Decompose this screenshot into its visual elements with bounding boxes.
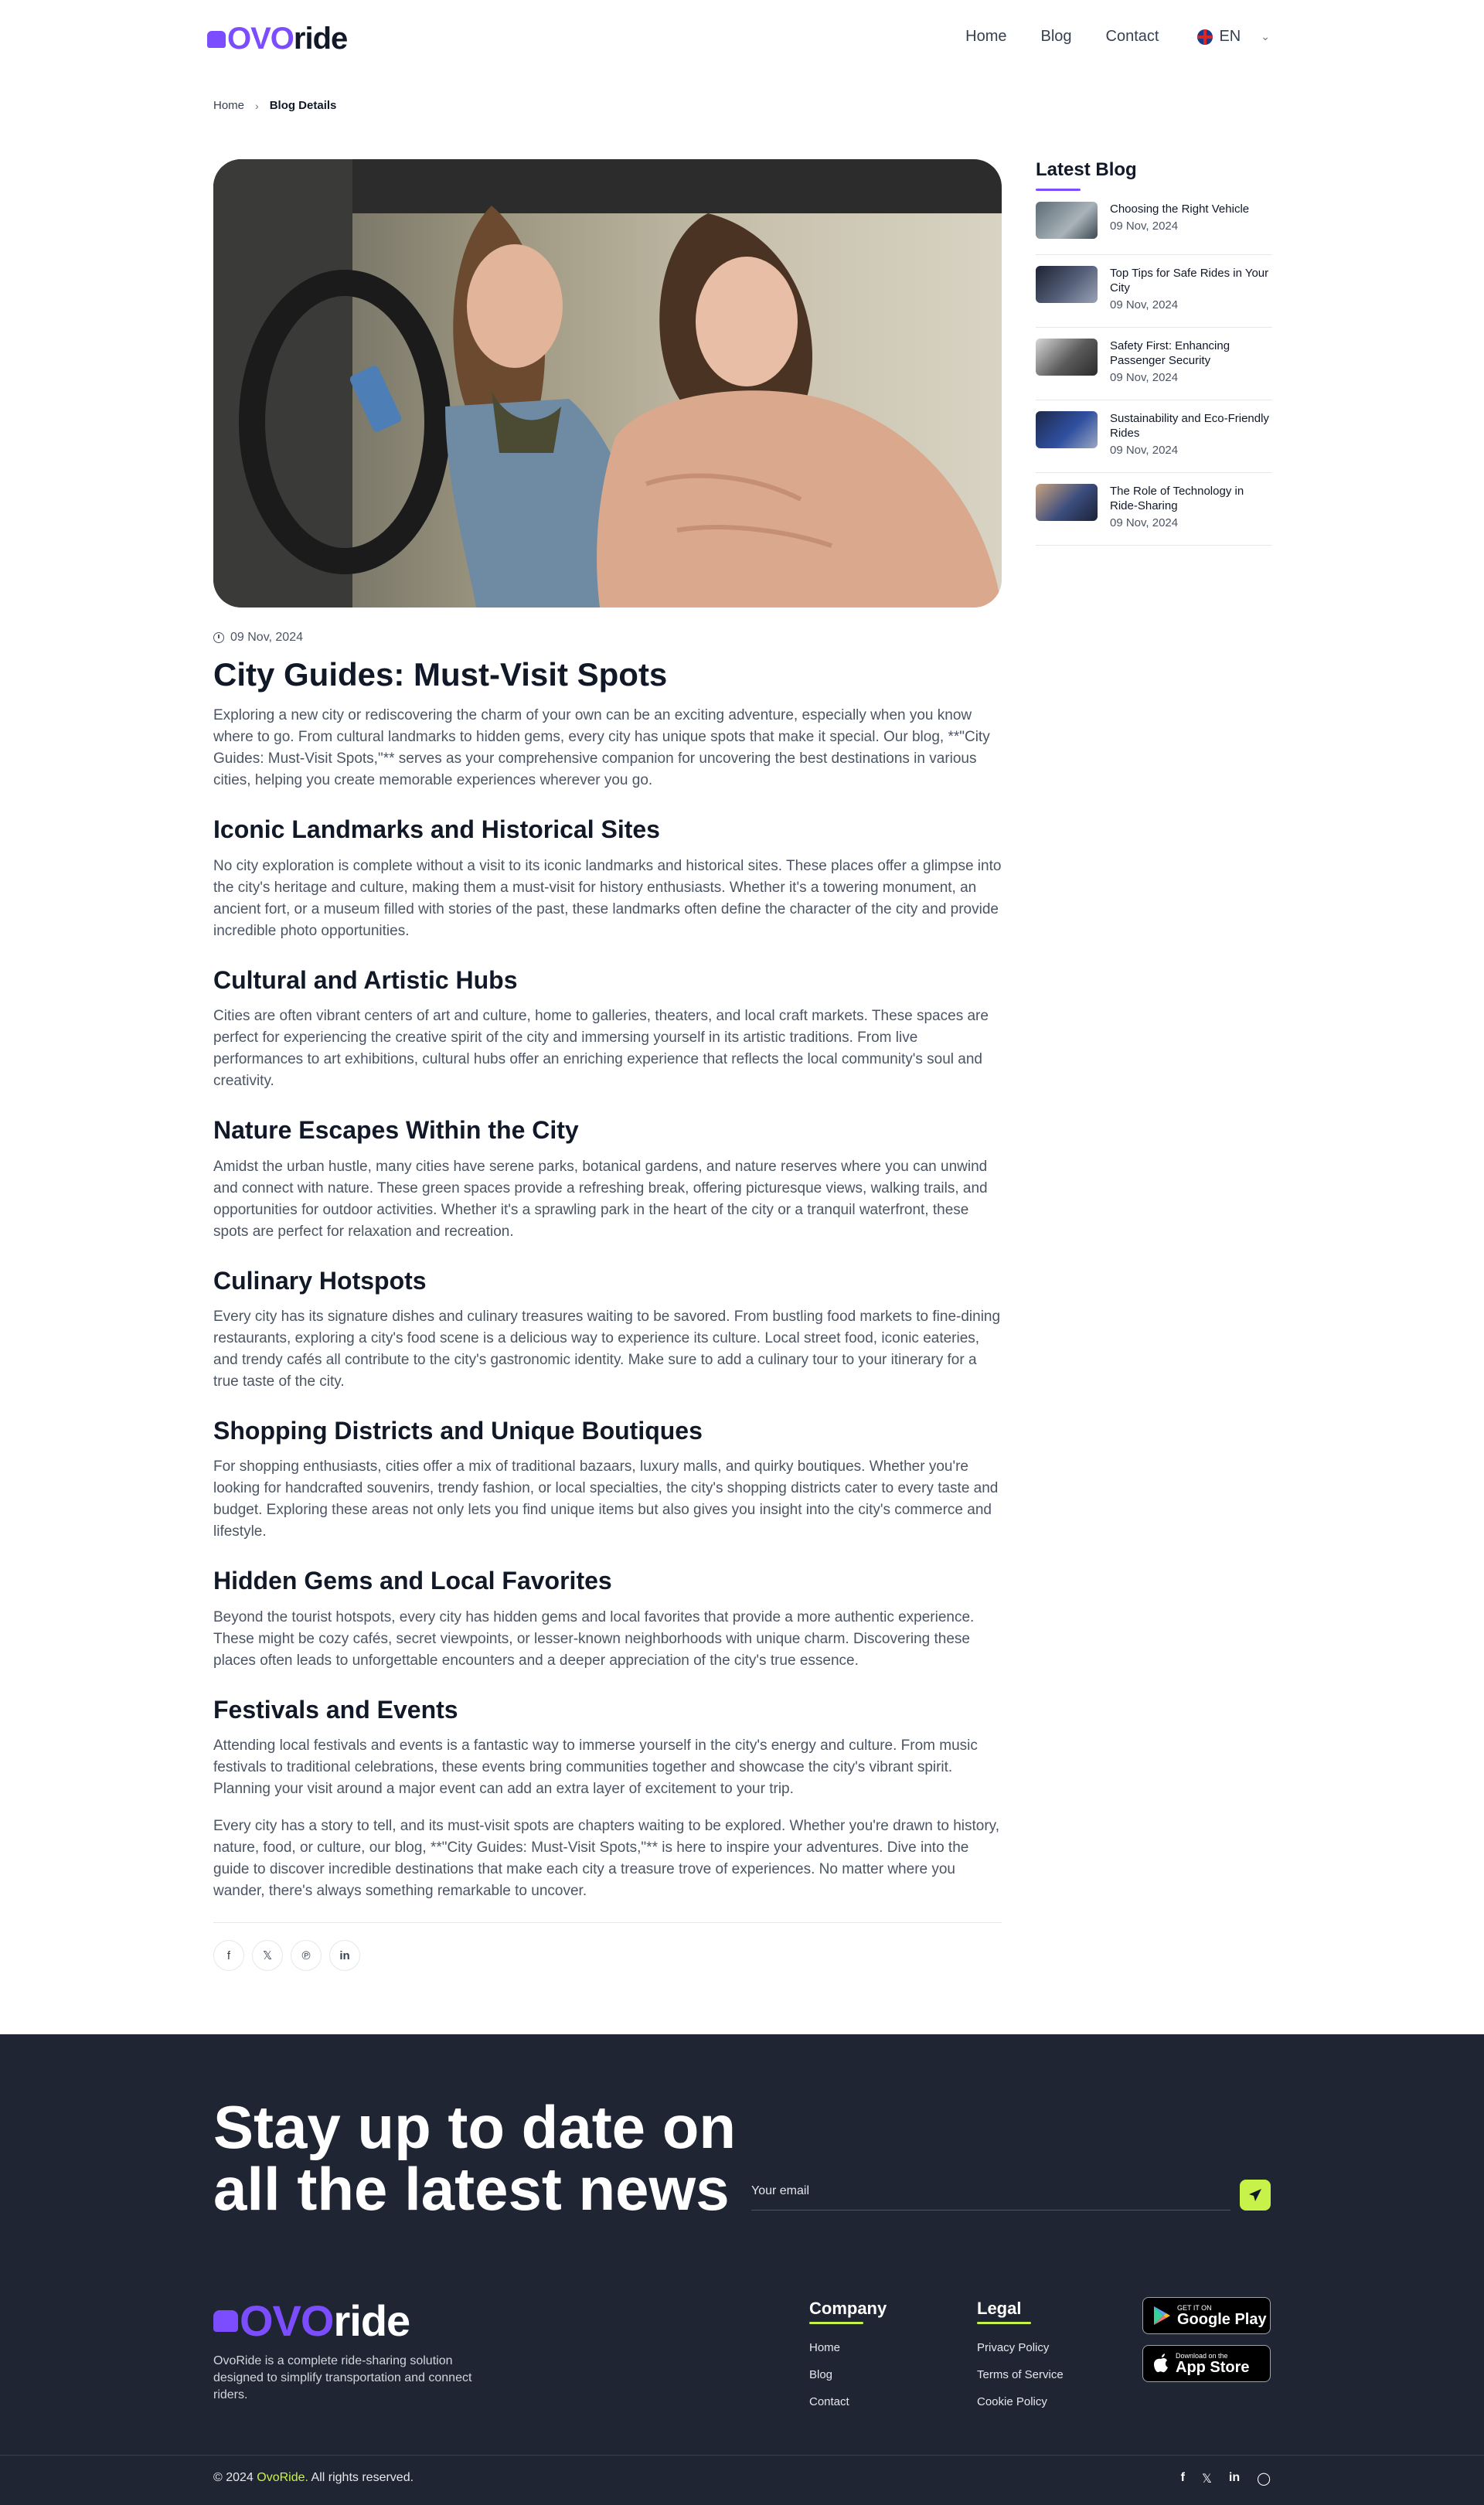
copyright-suffix: All rights reserved. xyxy=(311,2471,414,2484)
post-title: Sustainability and Eco-Friendly Rides xyxy=(1110,412,1269,440)
breadcrumb-current: Blog Details xyxy=(269,99,337,112)
footer-legal-column xyxy=(977,2299,1064,2408)
sidebar-post[interactable] xyxy=(1036,191,1272,255)
section-heading: Nature Escapes Within the City xyxy=(213,1116,579,1145)
post-thumbnail xyxy=(1036,484,1098,521)
section-heading: Hidden Gems and Local Favorites xyxy=(213,1567,612,1595)
hero-image xyxy=(213,159,1002,608)
newsletter-heading xyxy=(213,2093,754,2223)
instagram-icon[interactable]: ◯ xyxy=(1257,2473,1271,2486)
main-nav xyxy=(965,28,1270,46)
section-body: No city exploration is complete without a visit to its iconic landmarks and historical sites. These places offer a glimpse into the city's heritage and culture, making them a must-visit for history enthusiasts. Whether it's a towering monument, an ancient fort, or a museum filled with stories of the past, these landmarks often define the character of the city and provide incredible photo opportunities. xyxy=(213,857,1002,939)
divider xyxy=(213,1922,1002,1923)
copyright-brand[interactable]: OvoRide. xyxy=(257,2471,308,2484)
footer-logo[interactable] xyxy=(213,2296,410,2346)
sidebar-post[interactable] xyxy=(1036,255,1272,328)
car-icon xyxy=(207,31,226,48)
article xyxy=(213,631,1002,1971)
app-store-small: Download on the xyxy=(1176,2352,1228,2360)
clock-icon xyxy=(213,632,224,643)
nav-home[interactable]: Home xyxy=(965,28,1007,45)
footer-logo-ride-text: ride xyxy=(333,2296,410,2345)
footer-bottom-bar xyxy=(0,2455,1484,2505)
google-play-small: GET IT ON xyxy=(1177,2304,1212,2312)
newsletter-heading-line1: Stay up to date on xyxy=(213,2093,737,2161)
footer-link-blog[interactable]: Blog xyxy=(809,2368,833,2381)
post-title: Safety First: Enhancing Passenger Security xyxy=(1110,339,1230,367)
section-body: Amidst the urban hustle, many cities have serene parks, botanical gardens, and nature reserves where you can unwind and connect with nature. These green spaces provide a refreshing break, offering picturesque views, walking trails, and opportunities for outdoor activities. Whether it's a sprawling park in the heart of the city or a tranquil waterfront, these spots are perfect for relaxation and recreation. xyxy=(213,1158,988,1240)
footer-link-home[interactable]: Home xyxy=(809,2341,841,2354)
footer-description: OvoRide is a complete ride-sharing solution designed to simplify transportation and connect riders. xyxy=(213,2354,472,2401)
sidebar-title: Latest Blog xyxy=(1036,159,1137,180)
site-header xyxy=(0,0,1484,77)
post-title: The Role of Technology in Ride-Sharing xyxy=(1110,485,1244,512)
latest-blog-sidebar xyxy=(1036,159,1272,546)
section-heading: Iconic Landmarks and Historical Sites xyxy=(213,815,660,844)
article-date: 09 Nov, 2024 xyxy=(230,631,303,644)
section-body: Beyond the tourist hotspots, every city has hidden gems and local favorites that provide a more authentic experience. These might be cozy cafés, secret viewpoints, or lesser-known neighborhoods with unique charm. Discovering these places often leads to unforgettable encounters and a deeper appreciation of the city's true essence. xyxy=(213,1608,975,1669)
send-icon xyxy=(1247,2187,1263,2203)
nav-blog[interactable]: Blog xyxy=(1040,28,1072,45)
linkedin-icon[interactable]: in xyxy=(329,1940,360,1971)
post-date: 09 Nov, 2024 xyxy=(1110,220,1179,233)
post-thumbnail xyxy=(1036,202,1098,239)
language-label: EN xyxy=(1219,28,1241,45)
article-date-row xyxy=(213,631,1002,645)
footer-title-underline xyxy=(809,2322,863,2324)
footer-company-column xyxy=(809,2299,887,2408)
sidebar-post[interactable] xyxy=(1036,473,1272,546)
chevron-right-icon: › xyxy=(255,99,259,112)
copyright xyxy=(213,2471,414,2485)
post-date: 09 Nov, 2024 xyxy=(1110,516,1179,529)
google-play-big: Google Play xyxy=(1177,2311,1267,2328)
google-play-button[interactable] xyxy=(1142,2297,1271,2334)
pinterest-icon[interactable]: ℗ xyxy=(291,1940,322,1971)
article-intro: Exploring a new city or rediscovering the charm of your own can be an exciting adventure, especially when you know where to go. From cultural landmarks to hidden gems, every city has unique spots that make it special. Our blog, **"City Guides: Must-Visit Spots,"** serves as your comprehensive companion for uncovering the best destinations in various cities, helping you create memorable experiences wherever you go. xyxy=(213,707,990,789)
post-date: 09 Nov, 2024 xyxy=(1110,371,1179,384)
facebook-icon[interactable]: f xyxy=(213,1940,244,1971)
post-thumbnail xyxy=(1036,266,1098,303)
footer-link-cookie[interactable]: Cookie Policy xyxy=(977,2395,1047,2408)
article-title: City Guides: Must-Visit Spots xyxy=(213,656,668,693)
app-store-button[interactable] xyxy=(1142,2345,1271,2382)
footer-socials xyxy=(1181,2471,1271,2486)
sidebar-post[interactable] xyxy=(1036,328,1272,400)
google-play-icon xyxy=(1152,2306,1171,2326)
section-heading: Shopping Districts and Unique Boutiques xyxy=(213,1416,703,1445)
x-icon[interactable]: 𝕏 xyxy=(252,1940,283,1971)
section-body: Cities are often vibrant centers of art and culture, home to galleries, theaters, and local craft markets. These spaces are perfect for experiencing the creative spirit of the city and immersing yourself in its artistic traditions. From live performances to art exhibitions, cultural hubs offer an enriching experience that reflects the local community's soul and creativity. xyxy=(213,1008,989,1090)
section-heading: Festivals and Events xyxy=(213,1695,458,1724)
footer-legal-title: Legal xyxy=(977,2299,1022,2318)
uk-flag-icon xyxy=(1197,29,1213,45)
post-date: 09 Nov, 2024 xyxy=(1110,444,1179,457)
email-input[interactable] xyxy=(751,2178,1230,2198)
post-thumbnail xyxy=(1036,411,1098,448)
section-heading: Cultural and Artistic Hubs xyxy=(213,965,518,994)
facebook-icon[interactable]: f xyxy=(1180,2471,1185,2484)
language-selector[interactable] xyxy=(1197,28,1270,46)
apple-icon xyxy=(1152,2354,1169,2374)
breadcrumb-home[interactable]: Home xyxy=(213,99,245,112)
share-buttons xyxy=(213,1940,1002,1971)
post-date: 09 Nov, 2024 xyxy=(1110,298,1179,311)
linkedin-icon[interactable]: in xyxy=(1228,2471,1241,2484)
post-title: Top Tips for Safe Rides in Your City xyxy=(1110,267,1269,294)
footer-company-title: Company xyxy=(809,2299,887,2318)
breadcrumb xyxy=(213,99,336,112)
x-icon[interactable]: 𝕏 xyxy=(1201,2473,1212,2486)
sidebar-post[interactable] xyxy=(1036,400,1272,473)
section-heading: Culinary Hotspots xyxy=(213,1266,427,1295)
logo-ride-text: ride xyxy=(293,22,348,56)
footer-link-contact[interactable]: Contact xyxy=(809,2395,849,2408)
logo-ovo-text: OVO xyxy=(227,22,294,56)
post-thumbnail xyxy=(1036,339,1098,376)
post-title: Choosing the Right Vehicle xyxy=(1110,203,1250,216)
footer-title-underline xyxy=(977,2322,1031,2324)
chevron-down-icon: ⌄ xyxy=(1261,30,1270,43)
app-store-big: App Store xyxy=(1176,2359,1250,2376)
nav-contact[interactable]: Contact xyxy=(1105,28,1159,45)
section-body: Every city has its signature dishes and culinary treasures waiting to be savored. From bustling food markets to fine-dining restaurants, exploring a city's food scene is a delicious way to experience its culture. Local street food, iconic eateries, and trendy cafés all contribute to the city's gastronomic identity. Make sure to add a culinary tour to your itinerary for a true taste of the city. xyxy=(213,1308,1001,1390)
article-outro: Every city has a story to tell, and its must-visit spots are chapters waiting to be explored. Whether you're drawn to history, nature, food, or culture, our blog, **"City Guides: Must-Visit Spots,"** is here to inspire your adventures. Dive into the guide to discover incredible destinations that make each city a treasure trove of experiences. No matter where you wander, there's always something remarkable to uncover. xyxy=(213,1818,1000,1900)
email-field-wrapper xyxy=(751,2178,1230,2211)
newsletter-heading-line2: all the latest news xyxy=(213,2155,730,2223)
site-footer xyxy=(0,2034,1484,2505)
footer-link-privacy[interactable]: Privacy Policy xyxy=(977,2341,1050,2354)
send-button[interactable] xyxy=(1240,2180,1271,2211)
section-body: For shopping enthusiasts, cities offer a mix of traditional bazaars, luxury malls, and quirky boutiques. Whether you're looking for handcrafted souvenirs, trendy fashion, or local specialties, the city's shopping districts cater to every taste and budget. Exploring these areas not only lets you find unique items but also gives you insight into the city's commerce and lifestyle. xyxy=(213,1458,999,1540)
section-body: Attending local festivals and events is a fantastic way to immerse yourself in the city's energy and culture. From music festivals to traditional celebrations, these events bring communities together and showcase the city's vibrant spirit. Planning your visit around a major event can add an extra layer of excitement to your trip. xyxy=(213,1738,978,1798)
logo[interactable] xyxy=(207,22,347,56)
footer-link-terms[interactable]: Terms of Service xyxy=(977,2368,1064,2381)
copyright-prefix: © 2024 xyxy=(213,2471,254,2484)
footer-logo-ovo-text: OVO xyxy=(240,2296,334,2345)
car-icon xyxy=(213,2310,238,2332)
